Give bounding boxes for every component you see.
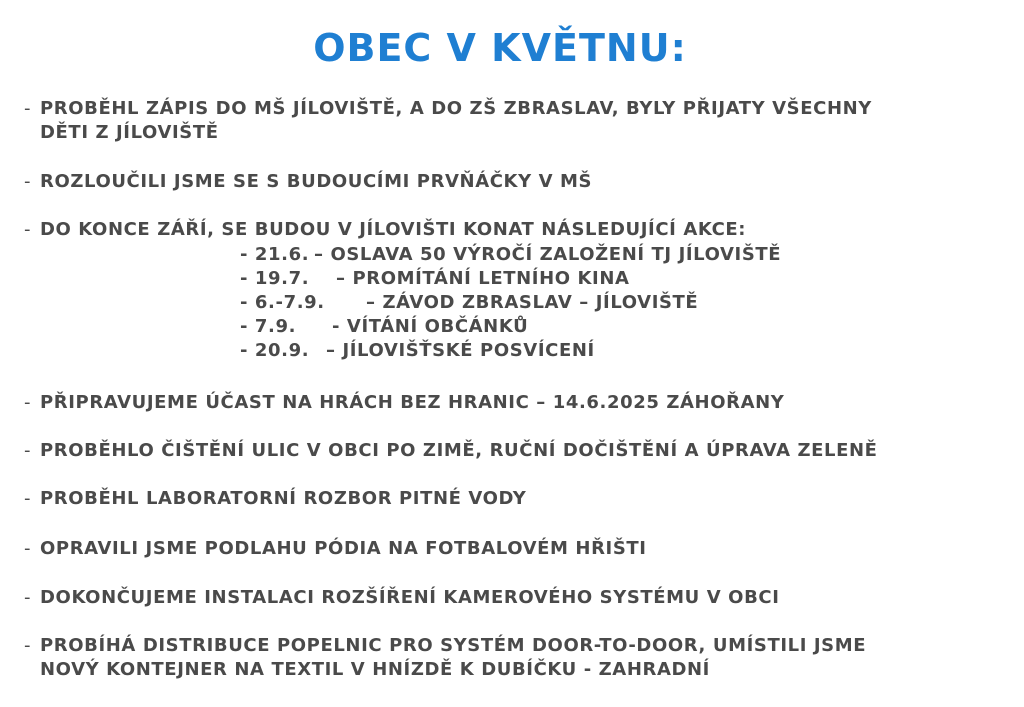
- list-item: [24, 586, 780, 610]
- event-text: – JÍLOVIŠŤSKÉ POSVÍCENÍ: [326, 340, 595, 361]
- page-title: OBEC V KVĚTNU:: [313, 26, 687, 70]
- item-text: PŘIPRAVUJEME ÚČAST NA HRÁCH BEZ HRANIC – 14.6.2025 ZÁHOŘANY: [40, 392, 785, 413]
- event-item: [240, 267, 630, 291]
- event-date: - 19.7.: [240, 268, 310, 289]
- item-text-continuation: NOVÝ KONTEJNER NA TEXTIL V HNÍZDĚ K DUBÍČKU - ZAHRADNÍ: [40, 659, 710, 680]
- item-text-continuation: DĚTI Z JÍLOVIŠTĚ: [40, 122, 219, 143]
- event-date: - 6.-7.9.: [240, 292, 325, 313]
- list-item: [24, 537, 647, 561]
- item-text: ROZLOUČILI JSME SE S BUDOUCÍMI PRVŇÁČKY V MŠ: [40, 171, 593, 192]
- item-text: OPRAVILI JSME PODLAHU PÓDIA NA FOTBALOVÉM HŘIŠTI: [40, 538, 647, 559]
- item-text: PROBĚHL LABORATORNÍ ROZBOR PITNÉ VODY: [40, 488, 527, 509]
- bullet-dash: -: [24, 635, 32, 656]
- bullet-dash: -: [24, 488, 32, 509]
- bullet-dash: -: [24, 98, 32, 119]
- list-item: [24, 439, 878, 463]
- list-item: [24, 634, 866, 682]
- event-item: [240, 339, 595, 363]
- list-item: [24, 487, 526, 511]
- item-text: PROBÍHÁ DISTRIBUCE POPELNIC PRO SYSTÉM DOOR-TO-DOOR, UMÍSTILI JSME: [40, 635, 867, 656]
- event-item: [240, 243, 781, 267]
- list-item: [24, 97, 872, 145]
- event-item: [240, 315, 528, 339]
- event-date: - 20.9.: [240, 340, 310, 361]
- event-text: – OSLAVA 50 VÝROČÍ ZALOŽENÍ TJ JÍLOVIŠTĚ: [314, 244, 782, 265]
- bullet-dash: -: [24, 538, 32, 559]
- event-text: – ZÁVOD ZBRASLAV – JÍLOVIŠTĚ: [366, 292, 699, 313]
- item-text: DO KONCE ZÁŘÍ, SE BUDOU V JÍLOVIŠTI KONAT NÁSLEDUJÍCÍ AKCE:: [40, 219, 747, 240]
- item-text: DOKONČUJEME INSTALACI ROZŠÍŘENÍ KAMEROVÉHO SYSTÉMU V OBCI: [40, 587, 780, 608]
- list-item: [24, 170, 592, 194]
- item-text: PROBĚHL ZÁPIS DO MŠ JÍLOVIŠTĚ, A DO ZŠ ZBRASLAV, BYLY PŘIJATY VŠECHNY: [40, 98, 872, 119]
- bullet-dash: -: [24, 392, 32, 413]
- bullet-dash: -: [24, 171, 32, 192]
- bullet-dash: -: [24, 219, 32, 240]
- item-text: PROBĚHLO ČIŠTĚNÍ ULIC V OBCI PO ZIMĚ, RUČNÍ DOČIŠTĚNÍ A ÚPRAVA ZELENĚ: [40, 440, 878, 461]
- event-text: - VÍTÁNÍ OBČÁNKŮ: [332, 316, 529, 337]
- bullet-dash: -: [24, 587, 32, 608]
- event-date: - 7.9.: [240, 316, 297, 337]
- list-item: [24, 391, 784, 415]
- list-item: [24, 218, 746, 242]
- event-text: – PROMÍTÁNÍ LETNÍHO KINA: [336, 268, 630, 289]
- bullet-dash: -: [24, 440, 32, 461]
- event-date: - 21.6.: [240, 244, 310, 265]
- event-item: [240, 291, 698, 315]
